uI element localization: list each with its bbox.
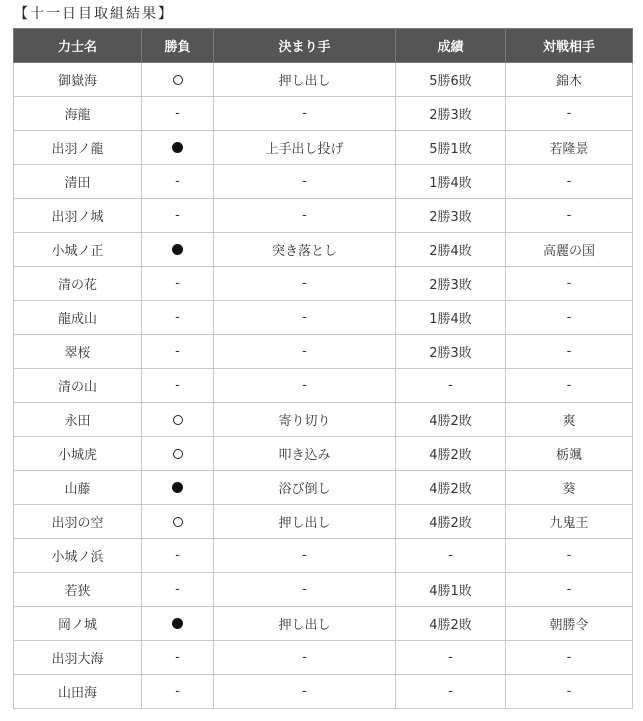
- opponent: 錦木: [506, 63, 633, 97]
- rikishi-name: 小城ノ正: [14, 233, 142, 267]
- result-cell: [142, 675, 214, 709]
- loss-circle-icon: [172, 244, 183, 255]
- table-row: [14, 505, 633, 539]
- table-row: [14, 97, 633, 131]
- opponent: 高麗の国: [506, 233, 633, 267]
- record: 1勝4敗: [396, 301, 506, 335]
- rikishi-name: 小城ノ浜: [14, 539, 142, 573]
- result-cell: [142, 301, 214, 335]
- record: 4勝2敗: [396, 607, 506, 641]
- record: 2勝4敗: [396, 233, 506, 267]
- no-result-dash: -: [175, 310, 180, 325]
- col-header-result: 勝負: [142, 29, 214, 63]
- opponent: 栃颯: [506, 437, 633, 471]
- opponent: 爽: [506, 403, 633, 437]
- kimarite: 上手出し投げ: [214, 131, 396, 165]
- loss-circle-icon: [172, 618, 183, 629]
- result-cell: [142, 165, 214, 199]
- rikishi-name: 小城虎: [14, 437, 142, 471]
- rikishi-name: 翠桜: [14, 335, 142, 369]
- opponent: -: [506, 267, 633, 301]
- record: 4勝2敗: [396, 403, 506, 437]
- rikishi-name: 清の花: [14, 267, 142, 301]
- result-cell: [142, 471, 214, 505]
- record: -: [396, 369, 506, 403]
- table-row: [14, 131, 633, 165]
- kimarite: 押し出し: [214, 63, 396, 97]
- win-circle-icon: [173, 75, 183, 85]
- rikishi-name: 出羽大海: [14, 641, 142, 675]
- col-header-record: 成績: [396, 29, 506, 63]
- result-cell: [142, 335, 214, 369]
- table-row: [14, 675, 633, 709]
- win-circle-icon: [173, 415, 183, 425]
- table-row: [14, 233, 633, 267]
- results-body: [14, 63, 633, 709]
- record: -: [396, 675, 506, 709]
- record: 1勝4敗: [396, 165, 506, 199]
- kimarite: -: [214, 573, 396, 607]
- table-row: [14, 335, 633, 369]
- col-header-opponent: 対戦相手: [506, 29, 633, 63]
- rikishi-name: 清田: [14, 165, 142, 199]
- result-cell: [142, 267, 214, 301]
- no-result-dash: -: [175, 276, 180, 291]
- kimarite: -: [214, 675, 396, 709]
- result-cell: [142, 369, 214, 403]
- opponent: -: [506, 675, 633, 709]
- no-result-dash: -: [175, 174, 180, 189]
- opponent: -: [506, 335, 633, 369]
- result-cell: [142, 403, 214, 437]
- table-row: [14, 437, 633, 471]
- kimarite: 突き落とし: [214, 233, 396, 267]
- kimarite: 叩き込み: [214, 437, 396, 471]
- record: 5勝6敗: [396, 63, 506, 97]
- opponent: -: [506, 301, 633, 335]
- loss-circle-icon: [172, 142, 183, 153]
- no-result-dash: -: [175, 582, 180, 597]
- kimarite: -: [214, 539, 396, 573]
- record: -: [396, 641, 506, 675]
- opponent: -: [506, 641, 633, 675]
- opponent: 若隆景: [506, 131, 633, 165]
- record: 2勝3敗: [396, 267, 506, 301]
- no-result-dash: -: [175, 208, 180, 223]
- kimarite: -: [214, 267, 396, 301]
- opponent: -: [506, 539, 633, 573]
- record: -: [396, 539, 506, 573]
- record: 2勝3敗: [396, 97, 506, 131]
- record: 2勝3敗: [396, 199, 506, 233]
- table-row: [14, 641, 633, 675]
- loss-circle-icon: [172, 482, 183, 493]
- no-result-dash: -: [175, 650, 180, 665]
- result-cell: [142, 607, 214, 641]
- rikishi-name: 永田: [14, 403, 142, 437]
- rikishi-name: 山藤: [14, 471, 142, 505]
- opponent: 九鬼王: [506, 505, 633, 539]
- rikishi-name: 海龍: [14, 97, 142, 131]
- table-row: [14, 165, 633, 199]
- rikishi-name: 龍成山: [14, 301, 142, 335]
- record: 4勝2敗: [396, 471, 506, 505]
- opponent: -: [506, 369, 633, 403]
- result-cell: [142, 641, 214, 675]
- no-result-dash: -: [175, 378, 180, 393]
- result-cell: [142, 131, 214, 165]
- rikishi-name: 清の山: [14, 369, 142, 403]
- rikishi-name: 山田海: [14, 675, 142, 709]
- win-circle-icon: [173, 517, 183, 527]
- kimarite: -: [214, 199, 396, 233]
- kimarite: 押し出し: [214, 607, 396, 641]
- record: 4勝1敗: [396, 573, 506, 607]
- table-row: [14, 63, 633, 97]
- col-header-name: 力士名: [14, 29, 142, 63]
- win-circle-icon: [173, 449, 183, 459]
- table-row: [14, 199, 633, 233]
- result-cell: [142, 437, 214, 471]
- col-header-kimarite: 決まり手: [214, 29, 396, 63]
- rikishi-name: 出羽の空: [14, 505, 142, 539]
- kimarite: 押し出し: [214, 505, 396, 539]
- opponent: 朝勝令: [506, 607, 633, 641]
- rikishi-name: 出羽ノ城: [14, 199, 142, 233]
- kimarite: -: [214, 641, 396, 675]
- kimarite: -: [214, 369, 396, 403]
- kimarite: -: [214, 97, 396, 131]
- result-cell: [142, 573, 214, 607]
- no-result-dash: -: [175, 548, 180, 563]
- table-row: [14, 301, 633, 335]
- rikishi-name: 若狭: [14, 573, 142, 607]
- table-row: [14, 471, 633, 505]
- opponent: -: [506, 165, 633, 199]
- result-cell: [142, 233, 214, 267]
- no-result-dash: -: [175, 684, 180, 699]
- rikishi-name: 岡ノ城: [14, 607, 142, 641]
- opponent: -: [506, 199, 633, 233]
- opponent: -: [506, 573, 633, 607]
- rikishi-name: 出羽ノ龍: [14, 131, 142, 165]
- kimarite: 浴び倒し: [214, 471, 396, 505]
- result-cell: [142, 97, 214, 131]
- record: 4勝2敗: [396, 505, 506, 539]
- no-result-dash: -: [175, 106, 180, 121]
- table-row: [14, 267, 633, 301]
- result-cell: [142, 505, 214, 539]
- record: 4勝2敗: [396, 437, 506, 471]
- kimarite: -: [214, 335, 396, 369]
- record: 2勝3敗: [396, 335, 506, 369]
- table-row: [14, 369, 633, 403]
- page-title: 【十一日目取組結果】: [14, 6, 174, 22]
- opponent: 葵: [506, 471, 633, 505]
- result-cell: [142, 199, 214, 233]
- kimarite: -: [214, 165, 396, 199]
- result-cell: [142, 539, 214, 573]
- kimarite: 寄り切り: [214, 403, 396, 437]
- record: 5勝1敗: [396, 131, 506, 165]
- no-result-dash: -: [175, 344, 180, 359]
- results-table: [13, 28, 633, 709]
- kimarite: -: [214, 301, 396, 335]
- header-row: [14, 29, 633, 63]
- result-cell: [142, 63, 214, 97]
- table-row: [14, 607, 633, 641]
- table-row: [14, 403, 633, 437]
- opponent: -: [506, 97, 633, 131]
- table-row: [14, 539, 633, 573]
- table-row: [14, 573, 633, 607]
- rikishi-name: 御嶽海: [14, 63, 142, 97]
